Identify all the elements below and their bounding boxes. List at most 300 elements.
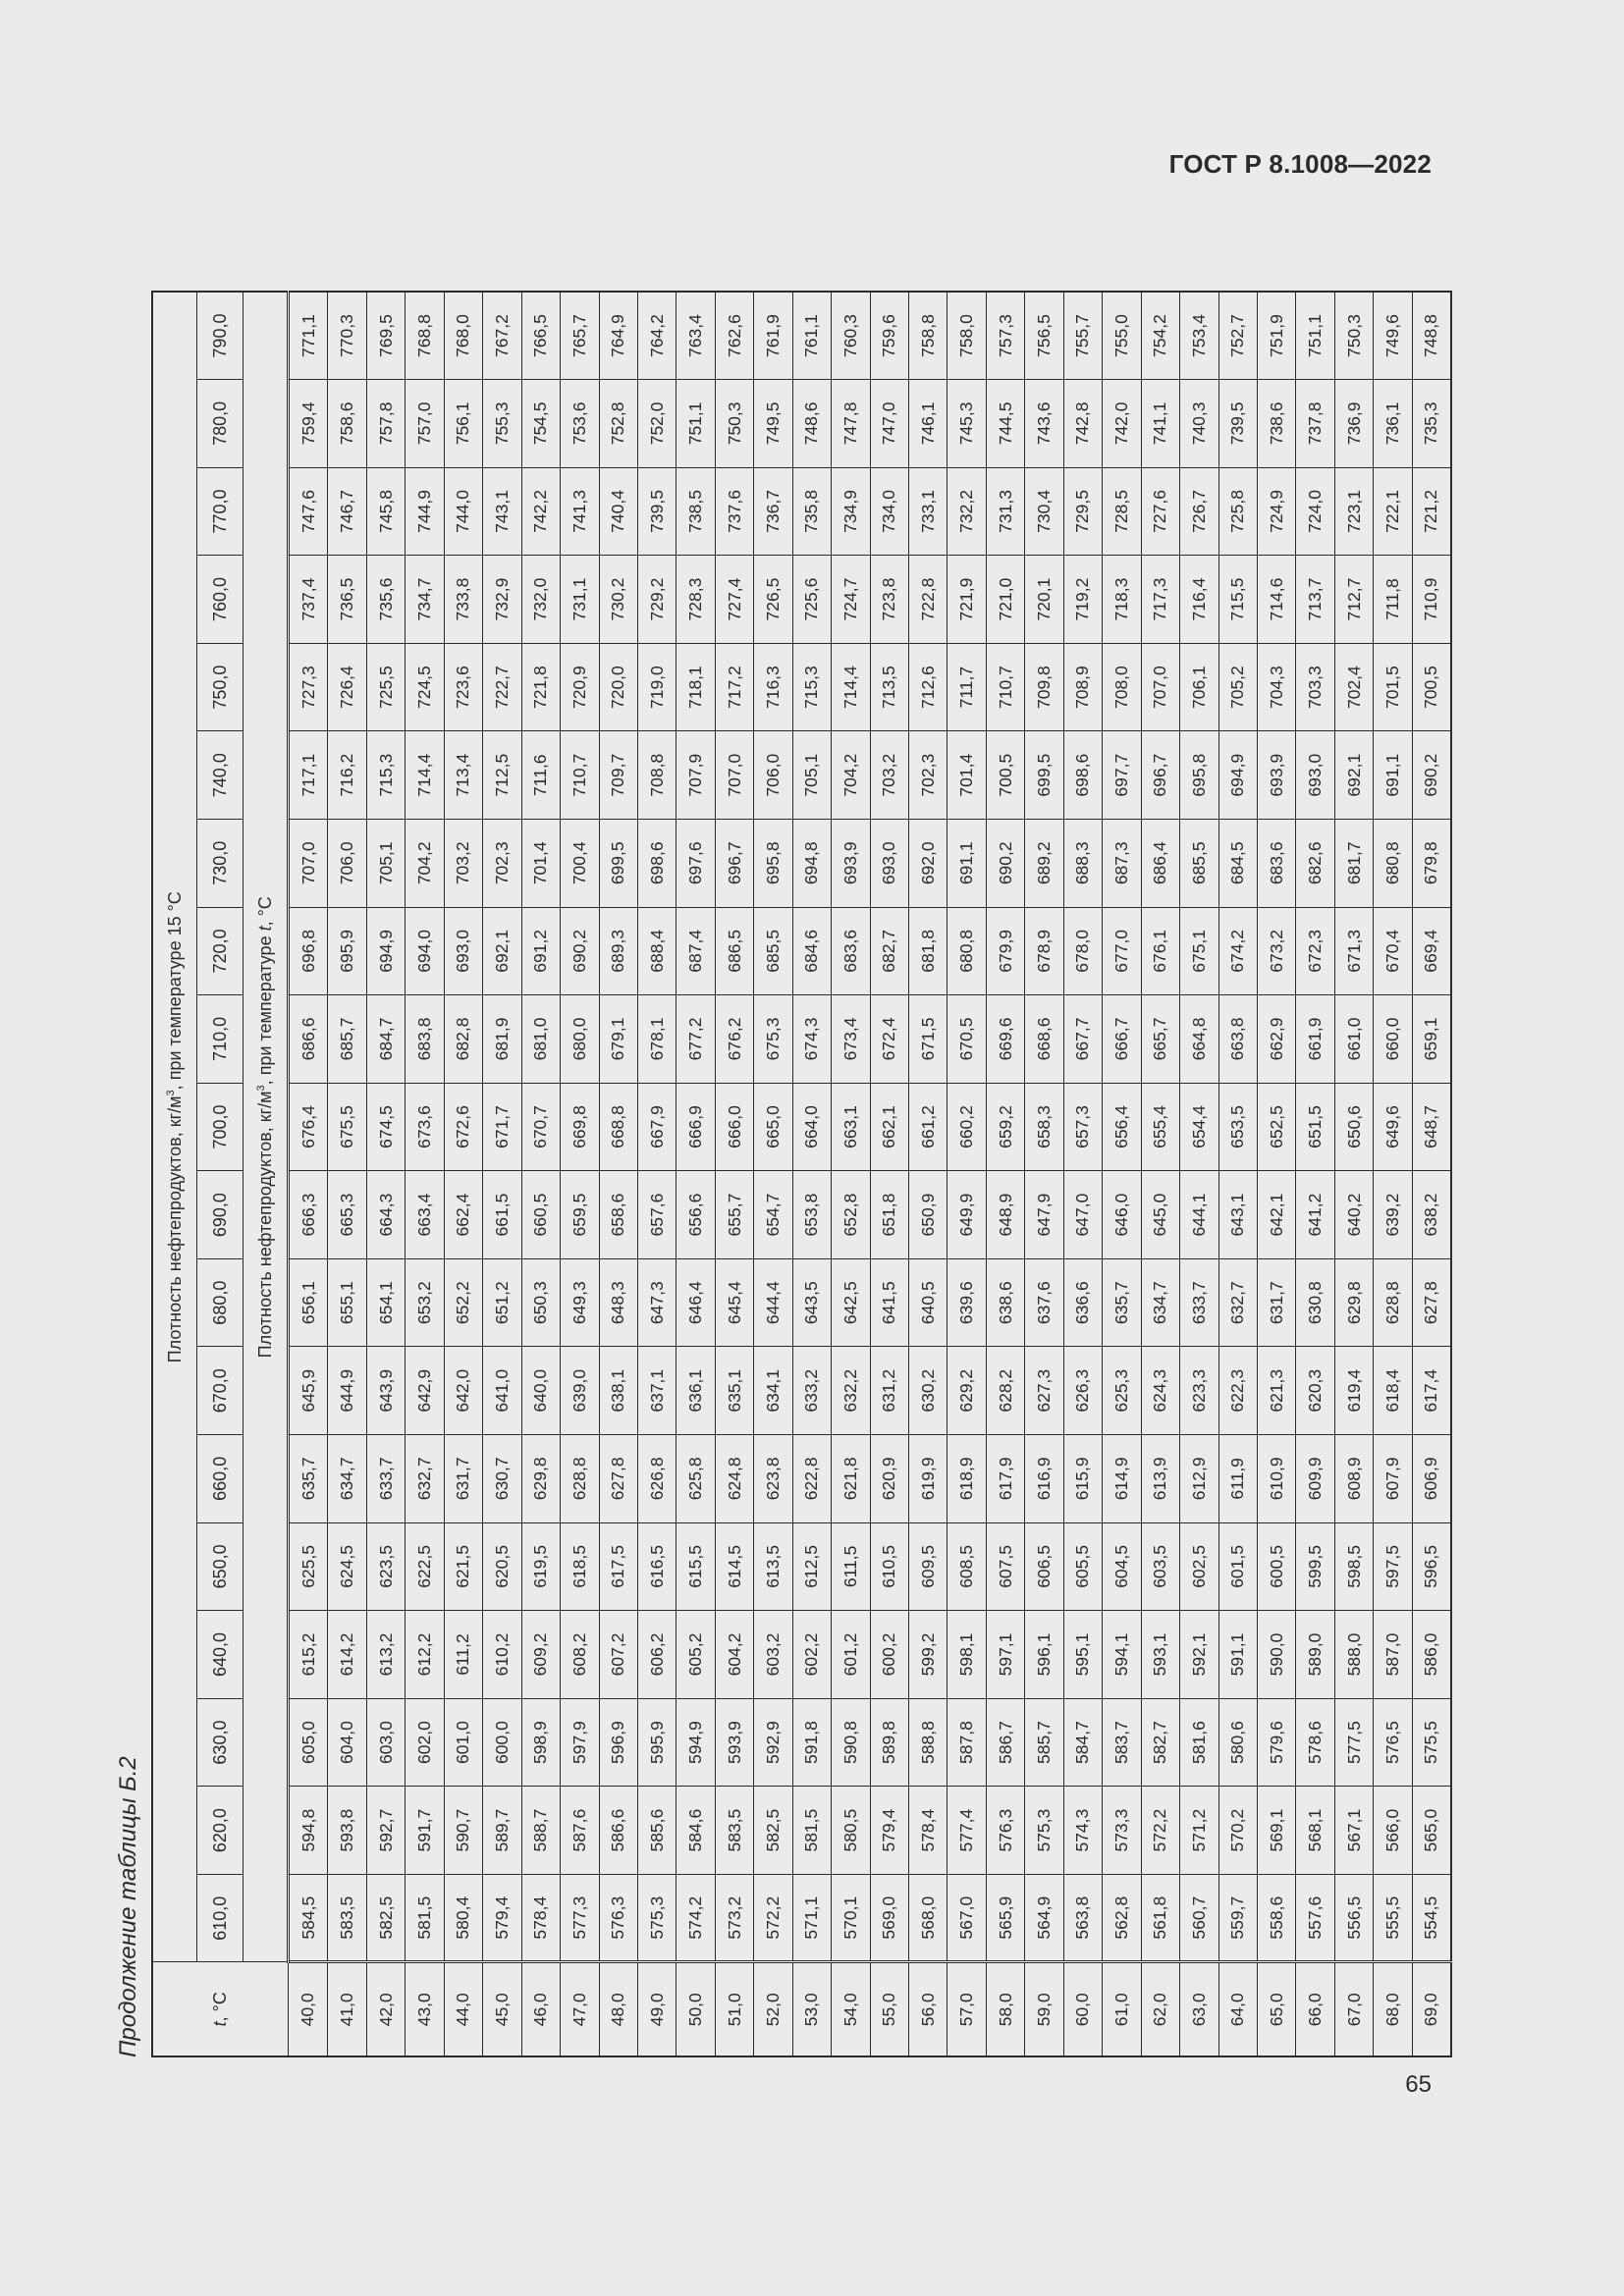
density-cell: 611,5 (832, 1522, 870, 1611)
density-column-header: 690,0 (197, 1171, 244, 1259)
density-cell: 634,7 (1141, 1258, 1179, 1347)
density-cell: 609,2 (521, 1611, 560, 1699)
temperature-cell: 48,0 (599, 1962, 637, 2056)
density-cell: 597,5 (1374, 1522, 1412, 1611)
temperature-cell: 43,0 (406, 1962, 444, 2056)
density-cell: 678,9 (1025, 907, 1063, 995)
density-cell: 686,5 (715, 907, 753, 995)
density-cell: 678,0 (1063, 907, 1102, 995)
density-cell: 705,2 (1218, 643, 1257, 731)
density-cell: 742,0 (1103, 380, 1141, 468)
density-cell: 733,1 (909, 467, 947, 556)
density-cell: 685,5 (754, 907, 792, 995)
density-cell: 625,5 (289, 1522, 328, 1611)
density-cell: 647,3 (637, 1258, 676, 1347)
table-row (483, 292, 521, 2056)
density-cell: 582,5 (366, 1874, 405, 1962)
density-cell: 695,8 (754, 819, 792, 907)
density-cell: 650,9 (909, 1171, 947, 1259)
density-cell: 715,3 (792, 643, 831, 731)
density-cell: 696,7 (1141, 731, 1179, 820)
density-cell: 737,6 (715, 467, 753, 556)
density-cell: 697,7 (1103, 731, 1141, 820)
density-cell: 755,3 (483, 380, 521, 468)
density-cell: 605,2 (677, 1611, 715, 1699)
density-cell: 579,4 (870, 1787, 908, 1875)
density-cell: 761,1 (792, 292, 831, 380)
temperature-cell: 51,0 (715, 1962, 753, 2056)
table-row (1257, 292, 1295, 2056)
density-15-title: Плотность нефтепродуктов, $кг/м^3$, при температуре 15 °C (152, 292, 197, 1962)
density-cell: 586,6 (599, 1787, 637, 1875)
density-cell: 691,1 (947, 819, 986, 907)
density-cell: 680,0 (561, 995, 599, 1084)
density-column-header: 620,0 (197, 1787, 244, 1875)
density-cell: 758,6 (328, 380, 366, 468)
density-cell: 607,5 (986, 1522, 1024, 1611)
table-row (406, 292, 444, 2056)
density-cell: 700,4 (561, 819, 599, 907)
density-cell: 754,2 (1141, 292, 1179, 380)
density-cell: 626,8 (637, 1435, 676, 1523)
density-cell: 663,8 (1218, 995, 1257, 1084)
density-cell: 727,4 (715, 556, 753, 644)
density-cell: 693,0 (444, 907, 482, 995)
density-cell: 567,0 (947, 1874, 986, 1962)
density-cell: 664,8 (1180, 995, 1218, 1084)
density-cell: 657,3 (1063, 1083, 1102, 1171)
density-cell: 727,3 (289, 643, 328, 731)
density-cell: 674,2 (1218, 907, 1257, 995)
density-cell: 560,7 (1180, 1874, 1218, 1962)
density-cell: 714,6 (1257, 556, 1295, 644)
density-cell: 642,0 (444, 1347, 482, 1435)
density-cell: 565,0 (1412, 1787, 1451, 1875)
density-cell: 574,2 (677, 1874, 715, 1962)
density-cell: 650,6 (1334, 1083, 1373, 1171)
density-cell: 682,7 (870, 907, 908, 995)
temperature-cell: 64,0 (1218, 1962, 1257, 2056)
density-cell: 662,1 (870, 1083, 908, 1171)
density-cell: 703,2 (444, 819, 482, 907)
density-cell: 692,0 (909, 819, 947, 907)
temperature-cell: 63,0 (1180, 1962, 1218, 2056)
density-cell: 585,7 (1025, 1698, 1063, 1787)
density-cell: 707,9 (677, 731, 715, 820)
density-cell: 675,1 (1180, 907, 1218, 995)
density-cell: 561,8 (1141, 1874, 1179, 1962)
table-row (870, 292, 908, 2056)
density-cell: 666,0 (715, 1083, 753, 1171)
density-cell: 736,9 (1334, 380, 1373, 468)
density-cell: 652,5 (1257, 1083, 1295, 1171)
density-cell: 715,5 (1218, 556, 1257, 644)
density-t-subtitle: Плотность нефтепродуктов, $кг/м^3$, при температуре t, °C (244, 292, 289, 1962)
density-cell: 595,1 (1063, 1611, 1102, 1699)
density-cell: 661,0 (1334, 995, 1373, 1084)
density-cell: 690,2 (986, 819, 1024, 907)
density-cell: 709,7 (599, 731, 637, 820)
density-cell: 711,6 (521, 731, 560, 820)
table-row (947, 292, 986, 2056)
density-cell: 717,1 (289, 731, 328, 820)
table-row (986, 292, 1024, 2056)
density-cell: 736,7 (754, 467, 792, 556)
density-cell: 735,6 (366, 556, 405, 644)
density-cell: 635,7 (1103, 1258, 1141, 1347)
density-cell: 598,9 (521, 1698, 560, 1787)
table-row (521, 292, 560, 2056)
density-cell: 604,0 (328, 1698, 366, 1787)
page-number: 65 (1405, 2071, 1432, 2098)
density-cell: 576,3 (986, 1787, 1024, 1875)
density-cell: 642,1 (1257, 1171, 1295, 1259)
density-cell: 628,8 (1374, 1258, 1412, 1347)
density-cell: 588,7 (521, 1787, 560, 1875)
density-column-header: 630,0 (197, 1698, 244, 1787)
density-cell: 652,8 (832, 1171, 870, 1259)
density-cell: 724,5 (406, 643, 444, 731)
density-cell: 726,4 (328, 643, 366, 731)
density-cell: 606,2 (637, 1611, 676, 1699)
density-cell: 656,1 (289, 1258, 328, 1347)
density-cell: 586,0 (1412, 1611, 1451, 1699)
density-cell: 684,6 (792, 907, 831, 995)
density-header-row (197, 292, 244, 2056)
density-cell: 732,2 (947, 467, 986, 556)
temperature-cell: 68,0 (1374, 1962, 1412, 2056)
temperature-cell: 41,0 (328, 1962, 366, 2056)
density-cell: 681,8 (909, 907, 947, 995)
density-cell: 722,8 (909, 556, 947, 644)
temperature-cell: 49,0 (637, 1962, 676, 2056)
density-cell: 697,6 (677, 819, 715, 907)
density-cell: 710,7 (561, 731, 599, 820)
density-cell: 577,3 (561, 1874, 599, 1962)
density-cell: 714,4 (406, 731, 444, 820)
density-cell: 619,9 (909, 1435, 947, 1523)
density-cell: 625,3 (1103, 1347, 1141, 1435)
density-cell: 641,5 (870, 1258, 908, 1347)
density-cell: 768,0 (444, 292, 482, 380)
density-cell: 754,5 (521, 380, 560, 468)
density-column-header: 710,0 (197, 995, 244, 1084)
density-cell: 732,9 (483, 556, 521, 644)
density-cell: 709,8 (1025, 643, 1063, 731)
density-cell: 602,2 (792, 1611, 831, 1699)
density-cell: 608,5 (947, 1522, 986, 1611)
density-cell: 620,3 (1296, 1347, 1334, 1435)
density-cell: 659,1 (1412, 995, 1451, 1084)
density-cell: 629,8 (1334, 1258, 1373, 1347)
density-cell: 591,8 (792, 1698, 831, 1787)
density-cell: 569,1 (1257, 1787, 1295, 1875)
density-cell: 624,3 (1141, 1347, 1179, 1435)
density-column-header: 650,0 (197, 1522, 244, 1611)
density-cell: 711,7 (947, 643, 986, 731)
density-cell: 582,7 (1141, 1698, 1179, 1787)
density-cell: 614,2 (328, 1611, 366, 1699)
temperature-cell: 44,0 (444, 1962, 482, 2056)
table-row (1334, 292, 1373, 2056)
density-cell: 616,9 (1025, 1435, 1063, 1523)
density-cell: 633,7 (1180, 1258, 1218, 1347)
density-column-header: 750,0 (197, 643, 244, 731)
density-cell: 731,1 (561, 556, 599, 644)
density-cell: 737,8 (1296, 380, 1334, 468)
density-cell: 613,5 (754, 1522, 792, 1611)
density-cell: 622,8 (792, 1435, 831, 1523)
density-cell: 725,5 (366, 643, 405, 731)
density-cell: 691,2 (521, 907, 560, 995)
density-cell: 579,4 (483, 1874, 521, 1962)
density-cell: 681,7 (1334, 819, 1373, 907)
density-cell: 654,1 (366, 1258, 405, 1347)
density-cell: 658,6 (599, 1171, 637, 1259)
density-cell: 612,9 (1180, 1435, 1218, 1523)
table-row (1412, 292, 1451, 2056)
density-cell: 659,5 (561, 1171, 599, 1259)
density-cell: 732,0 (521, 556, 560, 644)
density-cell: 580,5 (832, 1787, 870, 1875)
density-cell: 706,0 (754, 731, 792, 820)
density-cell: 740,3 (1180, 380, 1218, 468)
temperature-cell: 46,0 (521, 1962, 560, 2056)
density-cell: 675,3 (754, 995, 792, 1084)
density-cell: 762,6 (715, 292, 753, 380)
density-cell: 744,0 (444, 467, 482, 556)
density-cell: 712,6 (909, 643, 947, 731)
density-cell: 713,5 (870, 643, 908, 731)
table-row (715, 292, 753, 2056)
density-cell: 624,8 (715, 1435, 753, 1523)
density-cell: 578,6 (1296, 1698, 1334, 1787)
density-cell: 679,1 (599, 995, 637, 1084)
density-cell: 631,7 (444, 1435, 482, 1523)
density-cell: 593,9 (715, 1698, 753, 1787)
temperature-cell: 61,0 (1103, 1962, 1141, 2056)
density-cell: 713,4 (444, 731, 482, 820)
density-cell: 770,3 (328, 292, 366, 380)
density-cell: 696,8 (289, 907, 328, 995)
density-cell: 704,2 (406, 819, 444, 907)
density-cell: 565,9 (986, 1874, 1024, 1962)
density-cell: 593,1 (1141, 1611, 1179, 1699)
density-cell: 733,8 (444, 556, 482, 644)
density-cell: 725,6 (792, 556, 831, 644)
density-cell: 649,6 (1374, 1083, 1412, 1171)
density-cell: 716,2 (328, 731, 366, 820)
density-column-header: 720,0 (197, 907, 244, 995)
density-cell: 758,8 (909, 292, 947, 380)
density-cell: 688,4 (637, 907, 676, 995)
density-column-header: 740,0 (197, 731, 244, 820)
density-cell: 669,4 (1412, 907, 1451, 995)
density-cell: 583,7 (1103, 1698, 1141, 1787)
density-cell: 745,8 (366, 467, 405, 556)
density-cell: 566,0 (1374, 1787, 1412, 1875)
table-row (1374, 292, 1412, 2056)
density-cell: 655,4 (1141, 1083, 1179, 1171)
density-cell: 695,8 (1180, 731, 1218, 820)
table-row (1103, 292, 1141, 2056)
density-cell: 576,5 (1374, 1698, 1412, 1787)
density-column-header: 700,0 (197, 1083, 244, 1171)
density-cell: 707,0 (715, 731, 753, 820)
density-cell: 667,9 (637, 1083, 676, 1171)
density-cell: 627,8 (599, 1435, 637, 1523)
temperature-cell: 47,0 (561, 1962, 599, 2056)
density-cell: 621,3 (1257, 1347, 1295, 1435)
density-cell: 745,3 (947, 380, 986, 468)
density-cell: 718,1 (677, 643, 715, 731)
density-cell: 594,8 (289, 1787, 328, 1875)
density-cell: 600,2 (870, 1611, 908, 1699)
density-cell: 668,8 (599, 1083, 637, 1171)
temperature-header: t, °C (152, 1962, 289, 2056)
density-cell: 670,7 (521, 1083, 560, 1171)
density-cell: 554,5 (1412, 1874, 1451, 1962)
table-row (366, 292, 405, 2056)
density-cell: 626,3 (1063, 1347, 1102, 1435)
density-cell: 705,1 (366, 819, 405, 907)
table-row (1063, 292, 1102, 2056)
temperature-cell: 69,0 (1412, 1962, 1451, 2056)
density-cell: 606,5 (1025, 1522, 1063, 1611)
density-cell: 693,9 (832, 819, 870, 907)
density-cell: 612,5 (792, 1522, 831, 1611)
density-cell: 710,7 (986, 643, 1024, 731)
density-cell: 660,0 (1374, 995, 1412, 1084)
density-cell: 703,3 (1296, 643, 1334, 731)
density-cell: 645,0 (1141, 1171, 1179, 1259)
density-cell: 763,4 (677, 292, 715, 380)
density-cell: 639,6 (947, 1258, 986, 1347)
table-row (677, 292, 715, 2056)
density-cell: 645,9 (289, 1347, 328, 1435)
density-cell: 654,4 (1180, 1083, 1218, 1171)
density-cell: 557,6 (1296, 1874, 1334, 1962)
density-cell: 583,5 (715, 1787, 753, 1875)
density-cell: 703,2 (870, 731, 908, 820)
density-cell: 640,0 (521, 1347, 560, 1435)
density-cell: 669,8 (561, 1083, 599, 1171)
density-column-header: 780,0 (197, 380, 244, 468)
density-cell: 624,5 (328, 1522, 366, 1611)
density-cell: 648,7 (1412, 1083, 1451, 1171)
density-cell: 656,6 (677, 1171, 715, 1259)
density-cell: 657,6 (637, 1171, 676, 1259)
density-cell: 747,8 (832, 380, 870, 468)
rotated-table-block (106, 73, 1539, 2057)
density-cell: 637,1 (637, 1347, 676, 1435)
density-cell: 702,3 (483, 819, 521, 907)
density-cell: 737,4 (289, 556, 328, 644)
density-cell: 592,9 (754, 1698, 792, 1787)
temperature-cell: 60,0 (1063, 1962, 1102, 2056)
density-cell: 666,3 (289, 1171, 328, 1259)
density-cell: 567,1 (1334, 1787, 1373, 1875)
density-column-header: 670,0 (197, 1347, 244, 1435)
density-cell: 742,2 (521, 467, 560, 556)
density-cell: 574,3 (1063, 1787, 1102, 1875)
density-cell: 720,0 (599, 643, 637, 731)
density-cell: 664,3 (366, 1171, 405, 1259)
density-cell: 686,6 (289, 995, 328, 1084)
density-cell: 725,8 (1218, 467, 1257, 556)
table-row (832, 292, 870, 2056)
density-cell: 673,2 (1257, 907, 1295, 995)
density-cell: 741,3 (561, 467, 599, 556)
density-cell: 764,2 (637, 292, 676, 380)
density-cell: 653,5 (1218, 1083, 1257, 1171)
density-cell: 588,8 (909, 1698, 947, 1787)
density-cell: 584,5 (289, 1874, 328, 1962)
density-cell: 683,8 (406, 995, 444, 1084)
density-cell: 701,4 (947, 731, 986, 820)
density-cell: 608,2 (561, 1611, 599, 1699)
density-cell: 607,2 (599, 1611, 637, 1699)
density-cell: 594,9 (677, 1698, 715, 1787)
density-cell: 695,9 (328, 907, 366, 995)
temperature-cell: 58,0 (986, 1962, 1024, 2056)
density-cell: 746,1 (909, 380, 947, 468)
temperature-cell: 54,0 (832, 1962, 870, 2056)
density-cell: 716,3 (754, 643, 792, 731)
density-cell: 677,0 (1103, 907, 1141, 995)
density-cell: 708,9 (1063, 643, 1102, 731)
density-cell: 632,7 (406, 1435, 444, 1523)
density-cell: 689,3 (599, 907, 637, 995)
density-cell: 735,3 (1412, 380, 1451, 468)
density-cell: 576,3 (599, 1874, 637, 1962)
density-cell: 736,5 (328, 556, 366, 644)
density-cell: 719,0 (637, 643, 676, 731)
density-cell: 643,9 (366, 1347, 405, 1435)
density-cell: 581,6 (1180, 1698, 1218, 1787)
density-cell: 759,6 (870, 292, 908, 380)
density-cell: 758,0 (947, 292, 986, 380)
density-cell: 662,4 (444, 1171, 482, 1259)
density-cell: 730,2 (599, 556, 637, 644)
density-cell: 615,9 (1063, 1435, 1102, 1523)
density-cell: 683,6 (832, 907, 870, 995)
table-caption: Продолжение таблицы Б.2 (115, 1756, 141, 2057)
density-cell: 672,4 (870, 995, 908, 1084)
density-cell: 633,7 (366, 1435, 405, 1523)
density-cell: 756,1 (444, 380, 482, 468)
density-cell: 655,7 (715, 1171, 753, 1259)
density-cell: 728,3 (677, 556, 715, 644)
density-cell: 687,4 (677, 907, 715, 995)
density-cell: 620,5 (483, 1522, 521, 1611)
density-cell: 673,4 (832, 995, 870, 1084)
density-cell: 601,2 (832, 1611, 870, 1699)
density-cell: 596,1 (1025, 1611, 1063, 1699)
density-cell: 631,2 (870, 1347, 908, 1435)
density-cell: 760,3 (832, 292, 870, 380)
table-container (151, 291, 1452, 2057)
density-cell: 662,9 (1257, 995, 1295, 1084)
density-cell: 613,9 (1141, 1435, 1179, 1523)
density-cell: 721,8 (521, 643, 560, 731)
density-cell: 686,4 (1141, 819, 1179, 907)
density-cell: 729,2 (637, 556, 676, 644)
density-cell: 639,2 (1374, 1171, 1412, 1259)
density-cell: 715,3 (366, 731, 405, 820)
density-cell: 573,3 (1103, 1787, 1141, 1875)
density-cell: 590,0 (1257, 1611, 1295, 1699)
